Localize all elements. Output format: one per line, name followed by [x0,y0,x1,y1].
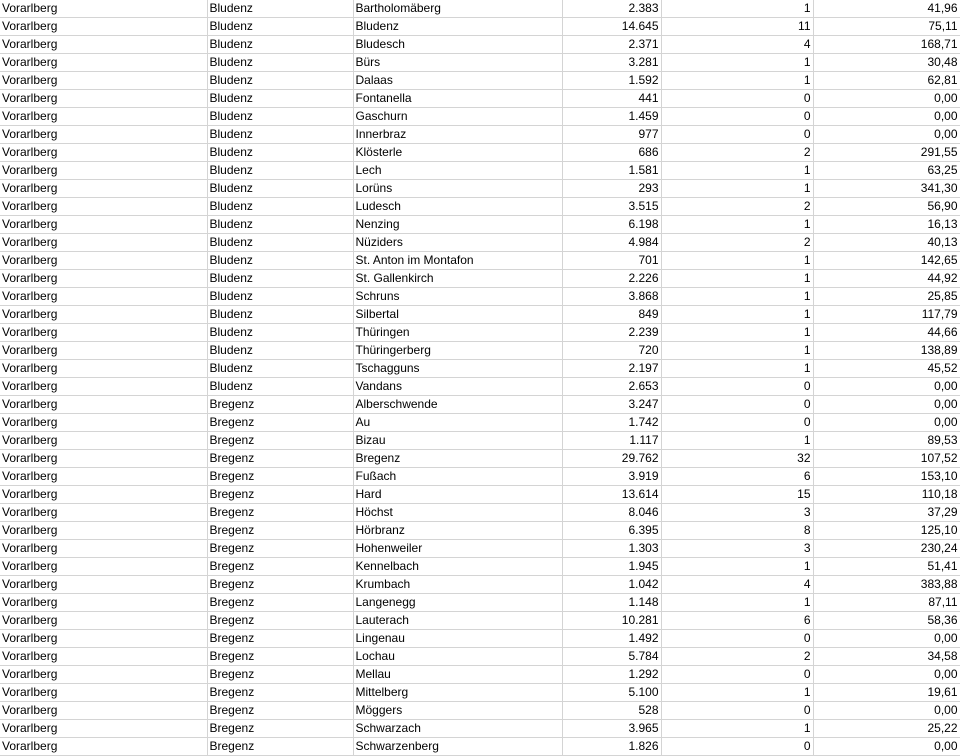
cell-municipality[interactable]: Bizau [353,432,562,450]
cell-state[interactable]: Vorarlberg [0,360,207,378]
cell-rate[interactable]: 37,29 [813,504,960,522]
cell-rate[interactable]: 110,18 [813,486,960,504]
cell-district[interactable]: Bregenz [207,666,353,684]
cell-municipality[interactable]: St. Gallenkirch [353,270,562,288]
table-row [0,684,960,702]
cell-rate[interactable]: 16,13 [813,216,960,234]
cell-rate[interactable]: 383,88 [813,576,960,594]
cell-rate[interactable]: 0,00 [813,666,960,684]
cell-rate[interactable]: 0,00 [813,108,960,126]
cell-state[interactable]: Vorarlberg [0,306,207,324]
table-row [0,594,960,612]
cell-count[interactable]: 1 [661,684,813,702]
cell-state[interactable]: Vorarlberg [0,90,207,108]
cell-state[interactable]: Vorarlberg [0,504,207,522]
table-row [0,198,960,216]
cell-district[interactable]: Bludenz [207,198,353,216]
table-row [0,738,960,756]
cell-rate[interactable]: 107,52 [813,450,960,468]
cell-state[interactable]: Vorarlberg [0,720,207,738]
cell-rate[interactable]: 87,11 [813,594,960,612]
cell-district[interactable]: Bregenz [207,396,353,414]
cell-district[interactable]: Bregenz [207,540,353,558]
table-row [0,630,960,648]
table-row [0,306,960,324]
cell-state[interactable]: Vorarlberg [0,216,207,234]
cell-population[interactable]: 5.784 [562,648,661,666]
cell-population[interactable]: 13.614 [562,486,661,504]
cell-count[interactable]: 6 [661,612,813,630]
cell-district[interactable]: Bludenz [207,360,353,378]
table-row [0,342,960,360]
cell-population[interactable]: 14.645 [562,18,661,36]
cell-rate[interactable]: 45,52 [813,360,960,378]
cell-municipality[interactable]: Hohenweiler [353,540,562,558]
cell-count[interactable]: 4 [661,36,813,54]
cell-state[interactable]: Vorarlberg [0,288,207,306]
cell-municipality[interactable]: Lingenau [353,630,562,648]
cell-population[interactable]: 1.292 [562,666,661,684]
cell-population[interactable]: 1.581 [562,162,661,180]
cell-municipality[interactable]: Nenzing [353,216,562,234]
cell-count[interactable]: 0 [661,378,813,396]
table-row [0,324,960,342]
cell-municipality[interactable]: Silbertal [353,306,562,324]
cell-district[interactable]: Bregenz [207,576,353,594]
table-row [0,180,960,198]
cell-population[interactable]: 4.984 [562,234,661,252]
cell-population[interactable]: 441 [562,90,661,108]
cell-district[interactable]: Bludenz [207,252,353,270]
cell-population[interactable]: 849 [562,306,661,324]
cell-population[interactable]: 2.371 [562,36,661,54]
cell-count[interactable]: 1 [661,306,813,324]
cell-rate[interactable]: 142,65 [813,252,960,270]
cell-municipality[interactable]: Bregenz [353,450,562,468]
cell-count[interactable]: 8 [661,522,813,540]
cell-state[interactable]: Vorarlberg [0,666,207,684]
cell-rate[interactable]: 62,81 [813,72,960,90]
cell-population[interactable]: 1.742 [562,414,661,432]
cell-district[interactable]: Bregenz [207,630,353,648]
cell-count[interactable]: 0 [661,90,813,108]
cell-rate[interactable]: 153,10 [813,468,960,486]
table-row [0,18,960,36]
cell-state[interactable]: Vorarlberg [0,396,207,414]
cell-population[interactable]: 3.515 [562,198,661,216]
cell-state[interactable]: Vorarlberg [0,252,207,270]
cell-district[interactable]: Bludenz [207,90,353,108]
cell-count[interactable]: 1 [661,432,813,450]
table-row [0,270,960,288]
cell-municipality[interactable]: Gaschurn [353,108,562,126]
cell-municipality[interactable]: Lauterach [353,612,562,630]
table-row [0,252,960,270]
cell-count[interactable]: 4 [661,576,813,594]
cell-population[interactable]: 1.303 [562,540,661,558]
cell-population[interactable]: 720 [562,342,661,360]
cell-population[interactable]: 1.826 [562,738,661,756]
cell-municipality[interactable]: Schwarzenberg [353,738,562,756]
table-row [0,504,960,522]
cell-population[interactable]: 6.198 [562,216,661,234]
cell-population[interactable]: 3.247 [562,396,661,414]
cell-municipality[interactable]: Schruns [353,288,562,306]
table-row [0,90,960,108]
cell-rate[interactable]: 341,30 [813,180,960,198]
table-row [0,396,960,414]
cell-count[interactable]: 1 [661,216,813,234]
cell-population[interactable]: 1.148 [562,594,661,612]
cell-district[interactable]: Bregenz [207,450,353,468]
cell-rate[interactable]: 51,41 [813,558,960,576]
cell-state[interactable]: Vorarlberg [0,630,207,648]
cell-rate[interactable]: 63,25 [813,162,960,180]
cell-municipality[interactable]: Hörbranz [353,522,562,540]
cell-district[interactable]: Bludenz [207,306,353,324]
cell-district[interactable]: Bludenz [207,162,353,180]
cell-population[interactable]: 6.395 [562,522,661,540]
table-row [0,234,960,252]
cell-state[interactable]: Vorarlberg [0,324,207,342]
cell-rate[interactable]: 168,71 [813,36,960,54]
cell-rate[interactable]: 89,53 [813,432,960,450]
table-row [0,414,960,432]
cell-count[interactable]: 0 [661,666,813,684]
cell-rate[interactable]: 25,85 [813,288,960,306]
cell-state[interactable]: Vorarlberg [0,702,207,720]
cell-district[interactable]: Bregenz [207,648,353,666]
cell-municipality[interactable]: Dalaas [353,72,562,90]
cell-municipality[interactable]: Au [353,414,562,432]
cell-rate[interactable]: 25,22 [813,720,960,738]
cell-rate[interactable]: 125,10 [813,522,960,540]
table-row [0,144,960,162]
table-row [0,360,960,378]
cell-population[interactable]: 3.965 [562,720,661,738]
cell-population[interactable]: 10.281 [562,612,661,630]
cell-district[interactable]: Bludenz [207,144,353,162]
cell-state[interactable]: Vorarlberg [0,540,207,558]
cell-population[interactable]: 5.100 [562,684,661,702]
cell-population[interactable]: 293 [562,180,661,198]
cell-municipality[interactable]: Langenegg [353,594,562,612]
cell-population[interactable]: 528 [562,702,661,720]
cell-district[interactable]: Bludenz [207,108,353,126]
cell-count[interactable]: 1 [661,360,813,378]
table-row [0,54,960,72]
cell-count[interactable]: 2 [661,144,813,162]
table-row [0,162,960,180]
cell-count[interactable]: 0 [661,396,813,414]
cell-rate[interactable]: 0,00 [813,378,960,396]
cell-state[interactable]: Vorarlberg [0,162,207,180]
cell-state[interactable]: Vorarlberg [0,0,207,18]
cell-district[interactable]: Bregenz [207,414,353,432]
cell-rate[interactable]: 0,00 [813,396,960,414]
cell-population[interactable]: 2.239 [562,324,661,342]
cell-municipality[interactable]: Möggers [353,702,562,720]
table-row [0,36,960,54]
cell-population[interactable]: 1.117 [562,432,661,450]
cell-district[interactable]: Bregenz [207,720,353,738]
cell-population[interactable]: 1.492 [562,630,661,648]
cell-population[interactable]: 3.281 [562,54,661,72]
cell-state[interactable]: Vorarlberg [0,684,207,702]
cell-district[interactable]: Bregenz [207,558,353,576]
cell-count[interactable]: 3 [661,540,813,558]
cell-count[interactable]: 0 [661,414,813,432]
cell-municipality[interactable]: Mittelberg [353,684,562,702]
table-row [0,288,960,306]
cell-count[interactable]: 1 [661,54,813,72]
cell-district[interactable]: Bregenz [207,432,353,450]
cell-state[interactable]: Vorarlberg [0,198,207,216]
cell-district[interactable]: Bludenz [207,378,353,396]
cell-district[interactable]: Bludenz [207,342,353,360]
cell-count[interactable]: 1 [661,180,813,198]
cell-state[interactable]: Vorarlberg [0,558,207,576]
cell-municipality[interactable]: Bludenz [353,18,562,36]
cell-state[interactable]: Vorarlberg [0,486,207,504]
cell-municipality[interactable]: St. Anton im Montafon [353,252,562,270]
cell-count[interactable]: 1 [661,558,813,576]
cell-population[interactable]: 1.592 [562,72,661,90]
cell-population[interactable]: 2.383 [562,0,661,18]
cell-rate[interactable]: 291,55 [813,144,960,162]
cell-rate[interactable]: 44,66 [813,324,960,342]
cell-district[interactable]: Bregenz [207,612,353,630]
cell-count[interactable]: 1 [661,0,813,18]
cell-count[interactable]: 1 [661,594,813,612]
cell-municipality[interactable]: Lochau [353,648,562,666]
cell-municipality[interactable]: Schwarzach [353,720,562,738]
cell-district[interactable]: Bludenz [207,72,353,90]
cell-district[interactable]: Bludenz [207,324,353,342]
cell-district[interactable]: Bludenz [207,270,353,288]
cell-state[interactable]: Vorarlberg [0,180,207,198]
cell-population[interactable]: 1.042 [562,576,661,594]
table-row [0,486,960,504]
table-row [0,540,960,558]
cell-state[interactable]: Vorarlberg [0,450,207,468]
cell-rate[interactable]: 41,96 [813,0,960,18]
cell-state[interactable]: Vorarlberg [0,270,207,288]
table-row [0,378,960,396]
cell-rate[interactable]: 117,79 [813,306,960,324]
cell-rate[interactable]: 40,13 [813,234,960,252]
table-row [0,108,960,126]
cell-rate[interactable]: 44,92 [813,270,960,288]
cell-state[interactable]: Vorarlberg [0,108,207,126]
cell-municipality[interactable]: Thüringerberg [353,342,562,360]
cell-rate[interactable]: 0,00 [813,738,960,756]
table-row [0,450,960,468]
cell-municipality[interactable]: Vandans [353,378,562,396]
cell-count[interactable]: 32 [661,450,813,468]
cell-district[interactable]: Bludenz [207,54,353,72]
cell-population[interactable]: 1.945 [562,558,661,576]
table-row [0,432,960,450]
cell-district[interactable]: Bregenz [207,486,353,504]
cell-state[interactable]: Vorarlberg [0,18,207,36]
cell-municipality[interactable]: Kennelbach [353,558,562,576]
cell-state[interactable]: Vorarlberg [0,36,207,54]
cell-state[interactable]: Vorarlberg [0,594,207,612]
cell-state[interactable]: Vorarlberg [0,234,207,252]
cell-district[interactable]: Bregenz [207,468,353,486]
table-row [0,666,960,684]
cell-rate[interactable]: 34,58 [813,648,960,666]
cell-count[interactable]: 6 [661,468,813,486]
cell-rate[interactable]: 0,00 [813,630,960,648]
cell-district[interactable]: Bludenz [207,234,353,252]
cell-state[interactable]: Vorarlberg [0,522,207,540]
cell-district[interactable]: Bregenz [207,684,353,702]
cell-rate[interactable]: 58,36 [813,612,960,630]
cell-state[interactable]: Vorarlberg [0,468,207,486]
cell-count[interactable]: 1 [661,72,813,90]
cell-population[interactable]: 2.653 [562,378,661,396]
table-row [0,0,960,18]
cell-district[interactable]: Bludenz [207,126,353,144]
table-row [0,648,960,666]
cell-municipality[interactable]: Krumbach [353,576,562,594]
cell-count[interactable]: 1 [661,252,813,270]
cell-state[interactable]: Vorarlberg [0,612,207,630]
cell-rate[interactable]: 75,11 [813,18,960,36]
table-row [0,72,960,90]
cell-population[interactable]: 3.919 [562,468,661,486]
cell-state[interactable]: Vorarlberg [0,342,207,360]
cell-count[interactable]: 2 [661,648,813,666]
cell-district[interactable]: Bregenz [207,738,353,756]
cell-rate[interactable]: 138,89 [813,342,960,360]
cell-state[interactable]: Vorarlberg [0,648,207,666]
table-row [0,468,960,486]
cell-district[interactable]: Bregenz [207,522,353,540]
cell-state[interactable]: Vorarlberg [0,54,207,72]
table-row [0,576,960,594]
cell-municipality[interactable]: Ludesch [353,198,562,216]
cell-district[interactable]: Bregenz [207,504,353,522]
cell-count[interactable]: 1 [661,720,813,738]
cell-municipality[interactable]: Thüringen [353,324,562,342]
cell-rate[interactable]: 0,00 [813,126,960,144]
cell-municipality[interactable]: Innerbraz [353,126,562,144]
cell-municipality[interactable]: Bartholomäberg [353,0,562,18]
cell-rate[interactable]: 230,24 [813,540,960,558]
cell-municipality[interactable]: Höchst [353,504,562,522]
table-row [0,720,960,738]
cell-district[interactable]: Bludenz [207,0,353,18]
cell-rate[interactable]: 30,48 [813,54,960,72]
cell-count[interactable]: 0 [661,738,813,756]
cell-population[interactable]: 2.197 [562,360,661,378]
cell-state[interactable]: Vorarlberg [0,576,207,594]
cell-district[interactable]: Bludenz [207,288,353,306]
cell-population[interactable]: 701 [562,252,661,270]
cell-count[interactable]: 1 [661,324,813,342]
cell-municipality[interactable]: Hard [353,486,562,504]
cell-population[interactable]: 8.046 [562,504,661,522]
cell-count[interactable]: 0 [661,630,813,648]
cell-state[interactable]: Vorarlberg [0,126,207,144]
cell-count[interactable]: 2 [661,198,813,216]
table-row [0,126,960,144]
cell-municipality[interactable]: Lorüns [353,180,562,198]
cell-population[interactable]: 29.762 [562,450,661,468]
cell-count[interactable]: 1 [661,288,813,306]
cell-rate[interactable]: 0,00 [813,702,960,720]
cell-district[interactable]: Bludenz [207,180,353,198]
cell-municipality[interactable]: Bludesch [353,36,562,54]
cell-municipality[interactable]: Mellau [353,666,562,684]
cell-count[interactable]: 1 [661,270,813,288]
table-row [0,558,960,576]
cell-rate[interactable]: 56,90 [813,198,960,216]
cell-district[interactable]: Bregenz [207,594,353,612]
cell-state[interactable]: Vorarlberg [0,72,207,90]
cell-municipality[interactable]: Fußach [353,468,562,486]
table-row [0,216,960,234]
cell-population[interactable]: 2.226 [562,270,661,288]
cell-state[interactable]: Vorarlberg [0,432,207,450]
cell-count[interactable]: 1 [661,162,813,180]
cell-district[interactable]: Bludenz [207,18,353,36]
cell-municipality[interactable]: Fontanella [353,90,562,108]
cell-municipality[interactable]: Nüziders [353,234,562,252]
cell-rate[interactable]: 0,00 [813,414,960,432]
cell-state[interactable]: Vorarlberg [0,414,207,432]
cell-municipality[interactable]: Lech [353,162,562,180]
cell-count[interactable]: 15 [661,486,813,504]
cell-municipality[interactable]: Tschagguns [353,360,562,378]
cell-state[interactable]: Vorarlberg [0,144,207,162]
cell-state[interactable]: Vorarlberg [0,378,207,396]
cell-municipality[interactable]: Klösterle [353,144,562,162]
cell-count[interactable]: 1 [661,342,813,360]
cell-rate[interactable]: 0,00 [813,90,960,108]
cell-count[interactable]: 0 [661,702,813,720]
table-row [0,522,960,540]
cell-count[interactable]: 2 [661,234,813,252]
cell-district[interactable]: Bludenz [207,216,353,234]
cell-municipality[interactable]: Bürs [353,54,562,72]
cell-population[interactable]: 686 [562,144,661,162]
cell-count[interactable]: 0 [661,108,813,126]
cell-population[interactable]: 1.459 [562,108,661,126]
cell-rate[interactable]: 19,61 [813,684,960,702]
table-row [0,612,960,630]
cell-count[interactable]: 11 [661,18,813,36]
cell-count[interactable]: 3 [661,504,813,522]
cell-state[interactable]: Vorarlberg [0,738,207,756]
table-row [0,702,960,720]
cell-count[interactable]: 0 [661,126,813,144]
cell-population[interactable]: 977 [562,126,661,144]
cell-district[interactable]: Bregenz [207,702,353,720]
cell-municipality[interactable]: Alberschwende [353,396,562,414]
cell-district[interactable]: Bludenz [207,36,353,54]
cell-population[interactable]: 3.868 [562,288,661,306]
